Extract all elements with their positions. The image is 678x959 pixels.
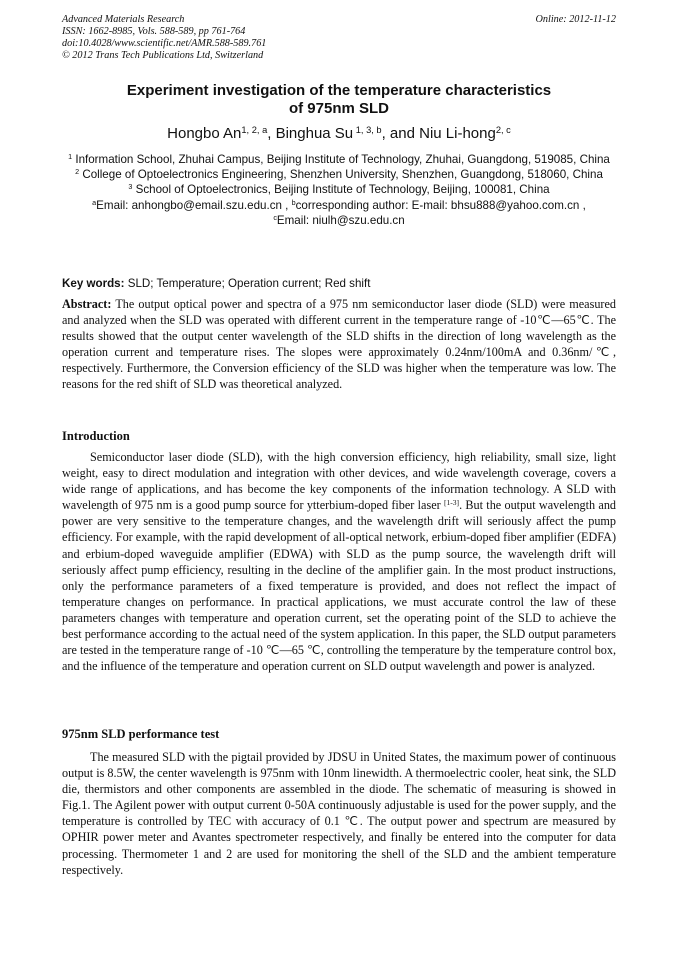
email-line [62,198,616,213]
affiliation-3 [62,182,616,197]
issn-line: ISSN: 1662-8985, Vols. 588-589, pp 761-764 [62,26,246,37]
author-affil-mark: 1, 3, b [353,124,382,135]
author-affil-mark: 2, c [495,124,511,135]
keywords [62,276,616,291]
affil-mark: 1 [68,152,73,162]
affil-mark: c [273,212,277,222]
title-line-1: Experiment investigation of the temperature characteristics [126,82,552,99]
author-list [62,124,616,144]
title-line-2: of 975nm SLD [288,100,390,117]
abstract [62,296,616,393]
abstract-text: The output optical power and spectra of a 975 nm semiconductor laser diode (SLD) were measured and analyzed when the SLD was operated with different current in the temperature range of -10℃—65℃. The results showed that the output center wavelength of the SLD shifts in the direction of long wavelength as the operation current and temperature rises. The slopes were approximately 0.24nm/100mA and 0.36nm/℃, respectively. Furthermore, the Conversion efficiency of the SLD was higher when the temperature was low. The reasons for the red shift of SLD was theoretical analyzed. [62,297,616,392]
author-affil-mark: 1, 2, a [241,124,268,135]
doi-line: doi:10.4028/www.scientific.net/AMR.588-589.761 [62,38,267,49]
affil-mark: b [291,197,296,207]
journal-header [62,14,616,62]
performance-heading: 975nm SLD performance test [62,727,220,741]
online-date: Online: 2012-11-12 [535,14,616,25]
intro-text: Semiconductor laser diode (SLD), with the high conversion efficiency, high reliability, small size, light weight, easy to direct modulation and integration with other devices, and wide wavelength coverage, covers a wide range of applications, and has become the key components of the information technology. A SLD with wavelength of 975 nm is a good pump source for ytterbium-doped fiber laser [62,450,616,513]
citation-mark: [1-3] [443,498,460,508]
author-name: Binghua Su [275,125,354,142]
email-line [62,213,616,228]
email-text: corresponding author: E-mail: bhsu888@yahoo.com.cn , [295,198,586,212]
affiliations [62,152,616,228]
affil-mark: a [92,197,97,207]
email-text: Email: anhongbo@email.szu.edu.cn , [96,198,292,212]
performance-paragraph: The measured SLD with the pigtail provided by JDSU in United States, the maximum power of continuous output is 8.5W, the center wavelength is 975nm with 10nm linewidth. A thermoelectric cooler, heat sink, the SLD die, thermistors and other components are assembled in the diode. The schematic of measuring is showed in Fig.1. The Agilent power with output current 0-50A continuously adjustable is used for the power supply, and the temperature is controlled by TEC with accuracy of 0.1 ℃. The output power and spectrum are measured by OPHIR power meter and Avantes spectrometer respectively, and finally be entered into the computer for data processing. Thermometer 1 and 2 are used for monitoring the shell of the SLD and the ambient temperature respectively. [62,750,616,877]
affil-text: College of Optoelectronics Engineering, Shenzhen University, Shenzhen, Guangdong, 518060, China [79,168,603,182]
author-separator: , and [381,125,420,142]
intro-text: . But the output wavelength and power are very sensitive to the temperature changes, and the wavelength drift will seriously affect the pump efficiency. For example, with the rapid development of all-optical network, erbium-doped fiber amplifier (EDFA) and erbium-doped waveguide amplifier (EDWA) with SLD as the pump source, the wavelength drift will seriously affect pump efficiency, resulting in the decline of the amplifier gain. In the most product instructions, only the performance parameters of a fixed temperature is provided, and does not reflect the impact of temperature changes on performance. In practical applications, we must accurate control the law of these parameters changes with temperature and operation current, set the operating point of the SLD to achieve the best performance according to the actual need of the system application. In this paper, the SLD output parameters are tested in the temperature range of -10 ℃—65 ℃, controlling the temperature by the temperature control box, and the influence of the temperature and operation current on SLD output wavelength and power is analyzed. [62,498,617,674]
keywords-label: Key words: [62,277,125,290]
author-name: Hongbo An [167,125,242,142]
copyright-line: © 2012 Trans Tech Publications Ltd, Switzerland [62,50,264,61]
affiliation-1 [62,152,616,167]
affiliation-2 [62,167,616,182]
keywords-text: SLD; Temperature; Operation current; Red shift [124,277,371,290]
paper-title [62,82,616,118]
affil-text: Information School, Zhuhai Campus, Beijing Institute of Technology, Zhuhai, Guangdong, 519085, China [72,153,610,166]
journal-name: Advanced Materials Research [62,14,185,25]
affil-mark: 2 [75,167,80,177]
email-text: Email: niulh@szu.edu.cn [276,213,405,227]
affil-text: School of Optoelectronics, Beijing Institute of Technology, Beijing, 100081, China [132,183,550,197]
author-name: Niu Li-hong [419,125,496,142]
affil-mark: 3 [128,182,133,192]
introduction-heading: Introduction [62,429,130,443]
introduction-paragraph [62,449,616,674]
abstract-label: Abstract: [62,297,112,311]
author-separator: , [267,125,276,142]
